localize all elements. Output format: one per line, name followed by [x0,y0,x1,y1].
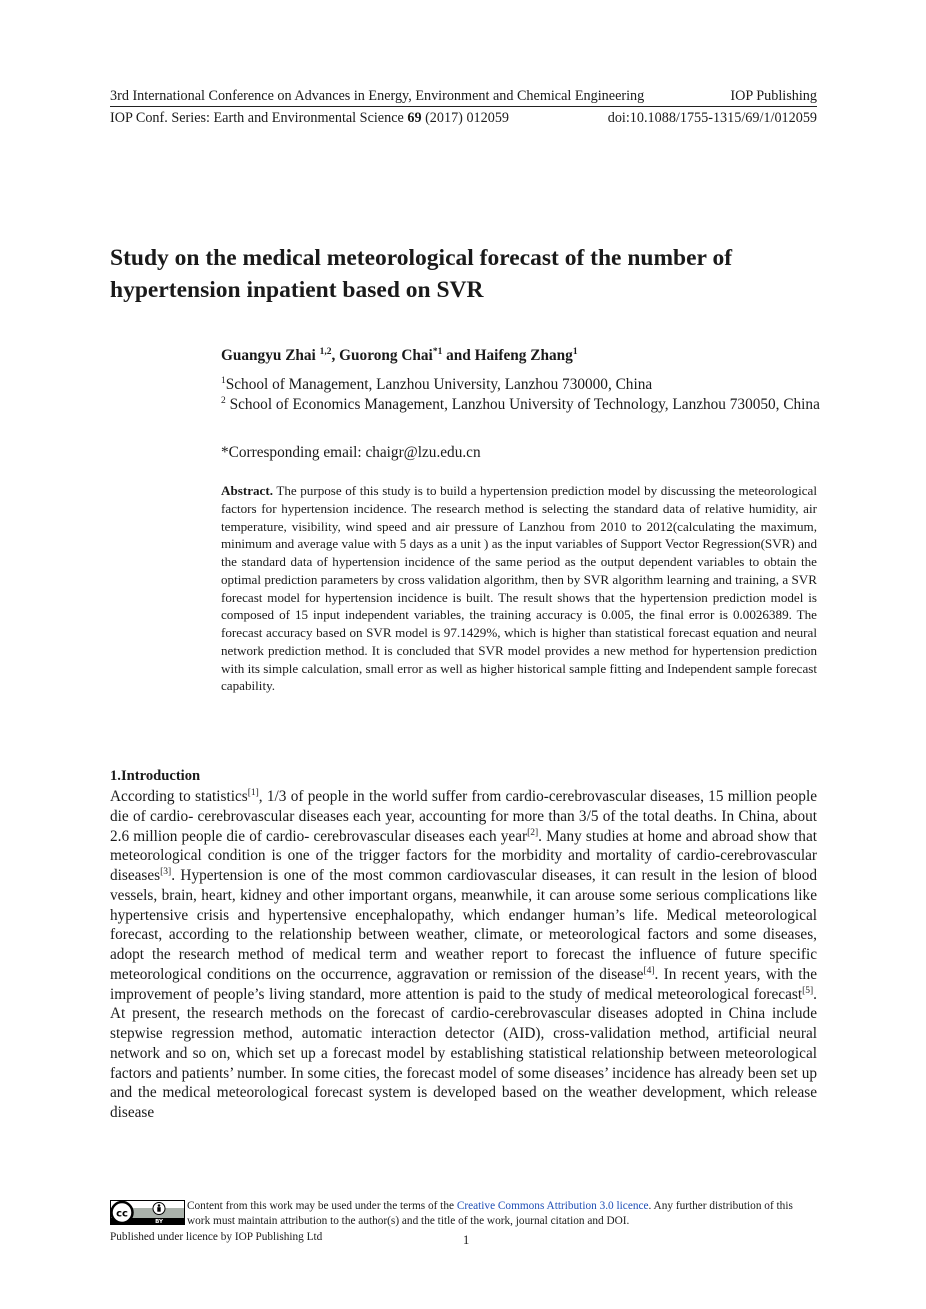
by-text: BY [155,1219,163,1225]
affiliation-2: $^2$ School of Economics Management, Lanzhou University of Technology, Lanzhou 730050, China [221,395,820,413]
doi[interactable]: doi:10.1088/1755-1315/69/1/012059 [607,110,817,126]
citation-ref[interactable]: [5] [802,985,814,996]
affiliation-1: $^1$School of Management, Lanzhou University, Lanzhou 730000, China [221,375,653,393]
published-by: Published under licence by IOP Publishing Ltd [110,1231,323,1243]
volume-number: 69 [407,110,422,126]
abstract-text: The purpose of this study is to build a hypertension prediction model by discussing the meteorological factors for hypertension incidence. The research method is selecting the standard data of relative humidity, air temperature, visibility, wind speed and air pressure of Lanzhou from 2010 to 2012(calculating the maximum, minimum and average value with 5 days as a unit ) as the input variables of Support Vector Regression(SVR) and the standard data of hypertension incidence of the same period as the output dependent variables to obtain the optimal prediction parameters by cross validation algorithm, then by SVR algorithm learning and training, a SVR forecast model for hypertension incidence is built. The result shows that the hypertension prediction model is composed of 15 input independent variables, the training accuracy is 0.005, the final error is 0.0026389. The forecast accuracy based on SVR model is 97.1429%, which is higher than statistical forecast equation and neural network prediction method. It is concluded that SVR model provides a new method for hypertension prediction with its simple calculation, small error as well as higher historical sample fitting and Independent sample forecast capability. [221,483,817,694]
section-heading: 1.Introduction [110,768,201,784]
publisher-name: IOP Publishing [730,88,817,104]
cc-by-license-icon[interactable] [110,1200,185,1225]
abstract [221,482,817,695]
running-header [110,88,817,107]
conference-name: 3rd International Conference on Advances in Energy, Environment and Chemical Engineering [110,88,645,104]
cc-text: cc [116,1208,128,1220]
corresponding-email: *Corresponding email: chaigr@lzu.edu.cn [221,444,481,461]
introduction-paragraph: According to statistics[1], 1/3 of people in the world suffer from cardio-cerebrovascular diseases, 15 million people die of cardio- cerebrovascular diseases each year, accounting for more than 3/5 of the total deaths. In China, about 2.6 million people die of cardio- cerebrovascular diseases each year[2]. Many studies at home and abroad show that meteorological condition is one of the trigger factors for the morbidity and mortality of cardio-cerebrovascular diseases[3]. Hypertension is one of the most common cardiovascular diseases, it can result in the lesion of blood vessels, brain, heart, kidney and other important organs, meanwhile, it can arouse some serious complications like hypertensive crisis and hypertensive encephalopathy, which endanger human’s life. Medical meteorological forecast, according to the relationship between weather, climate, or meteorological factors and some diseases, adopt the research method of medical term and weather report to forecast the influence of future specific meteorological conditions on the occurrence, aggravation or remission of the disease[4]. In recent years, with the improvement of people’s living standard, more attention is paid to the study of medical meteorological forecast[5]. At present, the research methods on the forecast of cardio-cerebrovascular diseases adopted in China include stepwise regression method, automatic interaction detector (AID), cross-validation method, artificial neural network and so on, which set up a forecast model by establishing statistical relationship between meteorological factors and patients’ number. In some cities, the forecast model of some diseases’ incidence has already been set up and the medical meteorological forecast system is developed based on the weather development, which release disease [110,787,817,1121]
page-number: 1 [463,1233,470,1247]
series-citation: IOP Conf. Series: Earth and Environmental Science 69 (2017) 012059 [110,110,510,126]
author-list: Guangyu Zhai $^{1,2}$, Guorong Chai$^{*1}$ and Haifeng Zhang$^1$ [221,346,578,364]
citation-ref[interactable]: [1] [247,787,259,798]
license-link[interactable]: Creative Commons Attribution 3.0 licence [456,1200,649,1212]
citation-ref[interactable]: [2] [527,827,539,838]
license-notice: Content from this work may be used under the terms of the Creative Commons Attribution 3.0 licence. Any further distribution of this work must maintain attribution to the author(s) and the title of the work, journal citation and DOI. [187,1200,793,1227]
citation-ref[interactable]: [3] [160,866,172,877]
abstract-label: Abstract. [221,483,273,498]
paper-title: Study on the medical meteorological forecast of the number of hypertension inpatient based on SVR [110,245,733,303]
citation-ref[interactable]: [4] [643,965,655,976]
